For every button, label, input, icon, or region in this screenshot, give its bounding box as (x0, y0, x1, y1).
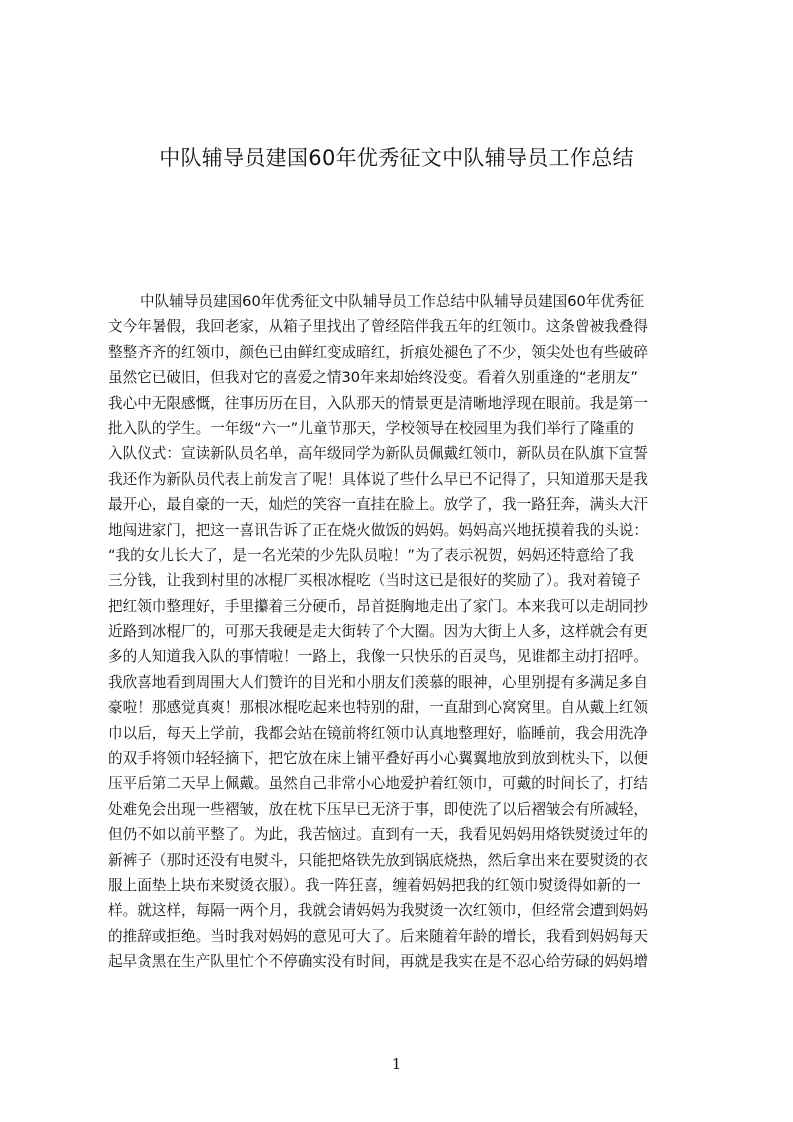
text-line: 虽然它已破旧，但我对它的喜爱之情30年来却始终没变。看着久别重逢的“老朋友” (108, 369, 638, 387)
text-line: 的双手将领巾轻轻摘下，把它放在床上铺平叠好再小心翼翼地放到放到枕头下，以便 (108, 750, 648, 768)
text-line: 我还作为新队员代表上前发言了呢！具体说了些什么早已不记得了，只知道那天是我 (108, 470, 648, 488)
text-line: 最开心，最自豪的一天，灿烂的笑容一直挂在脸上。放学了，我一路狂奔，满头大汗 (108, 496, 648, 514)
text-line: 批入队的学生。一年级“六一”儿童节那天，学校领导在校园里为我们举行了隆重的 (108, 419, 634, 437)
text-line: 豪啦！那感觉真爽！那根冰棍吃起来也特别的甜，一直甜到心窝窝里。自从戴上红领 (108, 699, 648, 717)
text-line: 服上面垫上块布来熨烫衣服）。我一阵狂喜，缠着妈妈把我的红领巾熨烫得如新的一 (108, 876, 641, 894)
text-line: 处难免会出现一些褶皱，放在枕下压早已无济于事，即使洗了以后褶皱会有所减轻， (108, 800, 648, 818)
text-line: 地闯进家门，把这一喜讯告诉了正在烧火做饭的妈妈。妈妈高兴地抚摸着我的头说： (108, 521, 648, 539)
text-line: 文今年暑假，我回老家，从箱子里找出了曾经陪伴我五年的红领巾。这条曾被我叠得 (108, 318, 648, 336)
text-line: “我的女儿长大了，是一名光荣的少先队员啦！”为了表示祝贺，妈妈还特意给了我 (108, 546, 634, 564)
text-line: 入队仪式：宣读新队员名单，高年级同学为新队员佩戴红领巾，新队员在队旗下宣誓 (108, 445, 648, 463)
text-line: 中队辅导员建国60年优秀征文中队辅导员工作总结中队辅导员建国60年优秀征 (140, 293, 645, 310)
document-title: 中队辅导员建国60年优秀征文中队辅导员工作总结 (159, 146, 634, 170)
text-line: 的推辞或拒绝。当时我对妈妈的意见可大了。后来随着年龄的增长，我看到妈妈每天 (108, 927, 648, 945)
body-paragraph (108, 289, 700, 975)
text-line: 样。就这样，每隔一两个月，我就会请妈妈为我熨烫一次红领巾，但经常会遭到妈妈 (108, 902, 648, 920)
text-line: 把红领巾整理好，手里攥着三分硬币，昂首挺胸地走出了家门。本来我可以走胡同抄 (108, 597, 648, 615)
page-number: 1 (391, 1055, 402, 1073)
text-line: 但仍不如以前平整了。为此，我苦恼过。直到有一天，我看见妈妈用烙铁熨烫过年的 (108, 826, 648, 844)
text-line: 近路到冰棍厂的，可那天我硬是走大街转了个大圈。因为大街上人多，这样就会有更 (108, 623, 648, 641)
text-line: 新裤子（那时还没有电熨斗，只能把烙铁先放到锅底烧热，然后拿出来在要熨烫的衣 (108, 851, 648, 869)
text-line: 整整齐齐的红领巾，颜色已由鲜红变成暗红，折痕处褪色了不少，领尖处也有些破碎 (108, 343, 648, 361)
text-line: 起早贪黑在生产队里忙个不停确实没有时间，再就是我实在是不忍心给劳碌的妈妈增 (108, 953, 648, 971)
text-line: 三分钱，让我到村里的冰棍厂买根冰棍吃（当时这已是很好的奖励了）。我对着镜子 (108, 572, 641, 590)
text-line: 我欣喜地看到周围大人们赞许的目光和小朋友们羡慕的眼神，心里别提有多满足多自 (108, 673, 648, 691)
text-line: 多的人知道我入队的事情啦！一路上，我像一只快乐的百灵鸟，见谁都主动打招呼。 (108, 648, 648, 666)
text-line: 巾以后，每天上学前，我都会站在镜前将红领巾认真地整理好，临睡前，我会用洗净 (108, 724, 648, 742)
text-line: 压平后第二天早上佩戴。虽然自己非常小心地爱护着红领巾，可戴的时间长了，打结 (108, 775, 648, 793)
text-line: 我心中无限感慨，往事历历在目，入队那天的情景更是清晰地浮现在眼前。我是第一 (108, 394, 648, 412)
